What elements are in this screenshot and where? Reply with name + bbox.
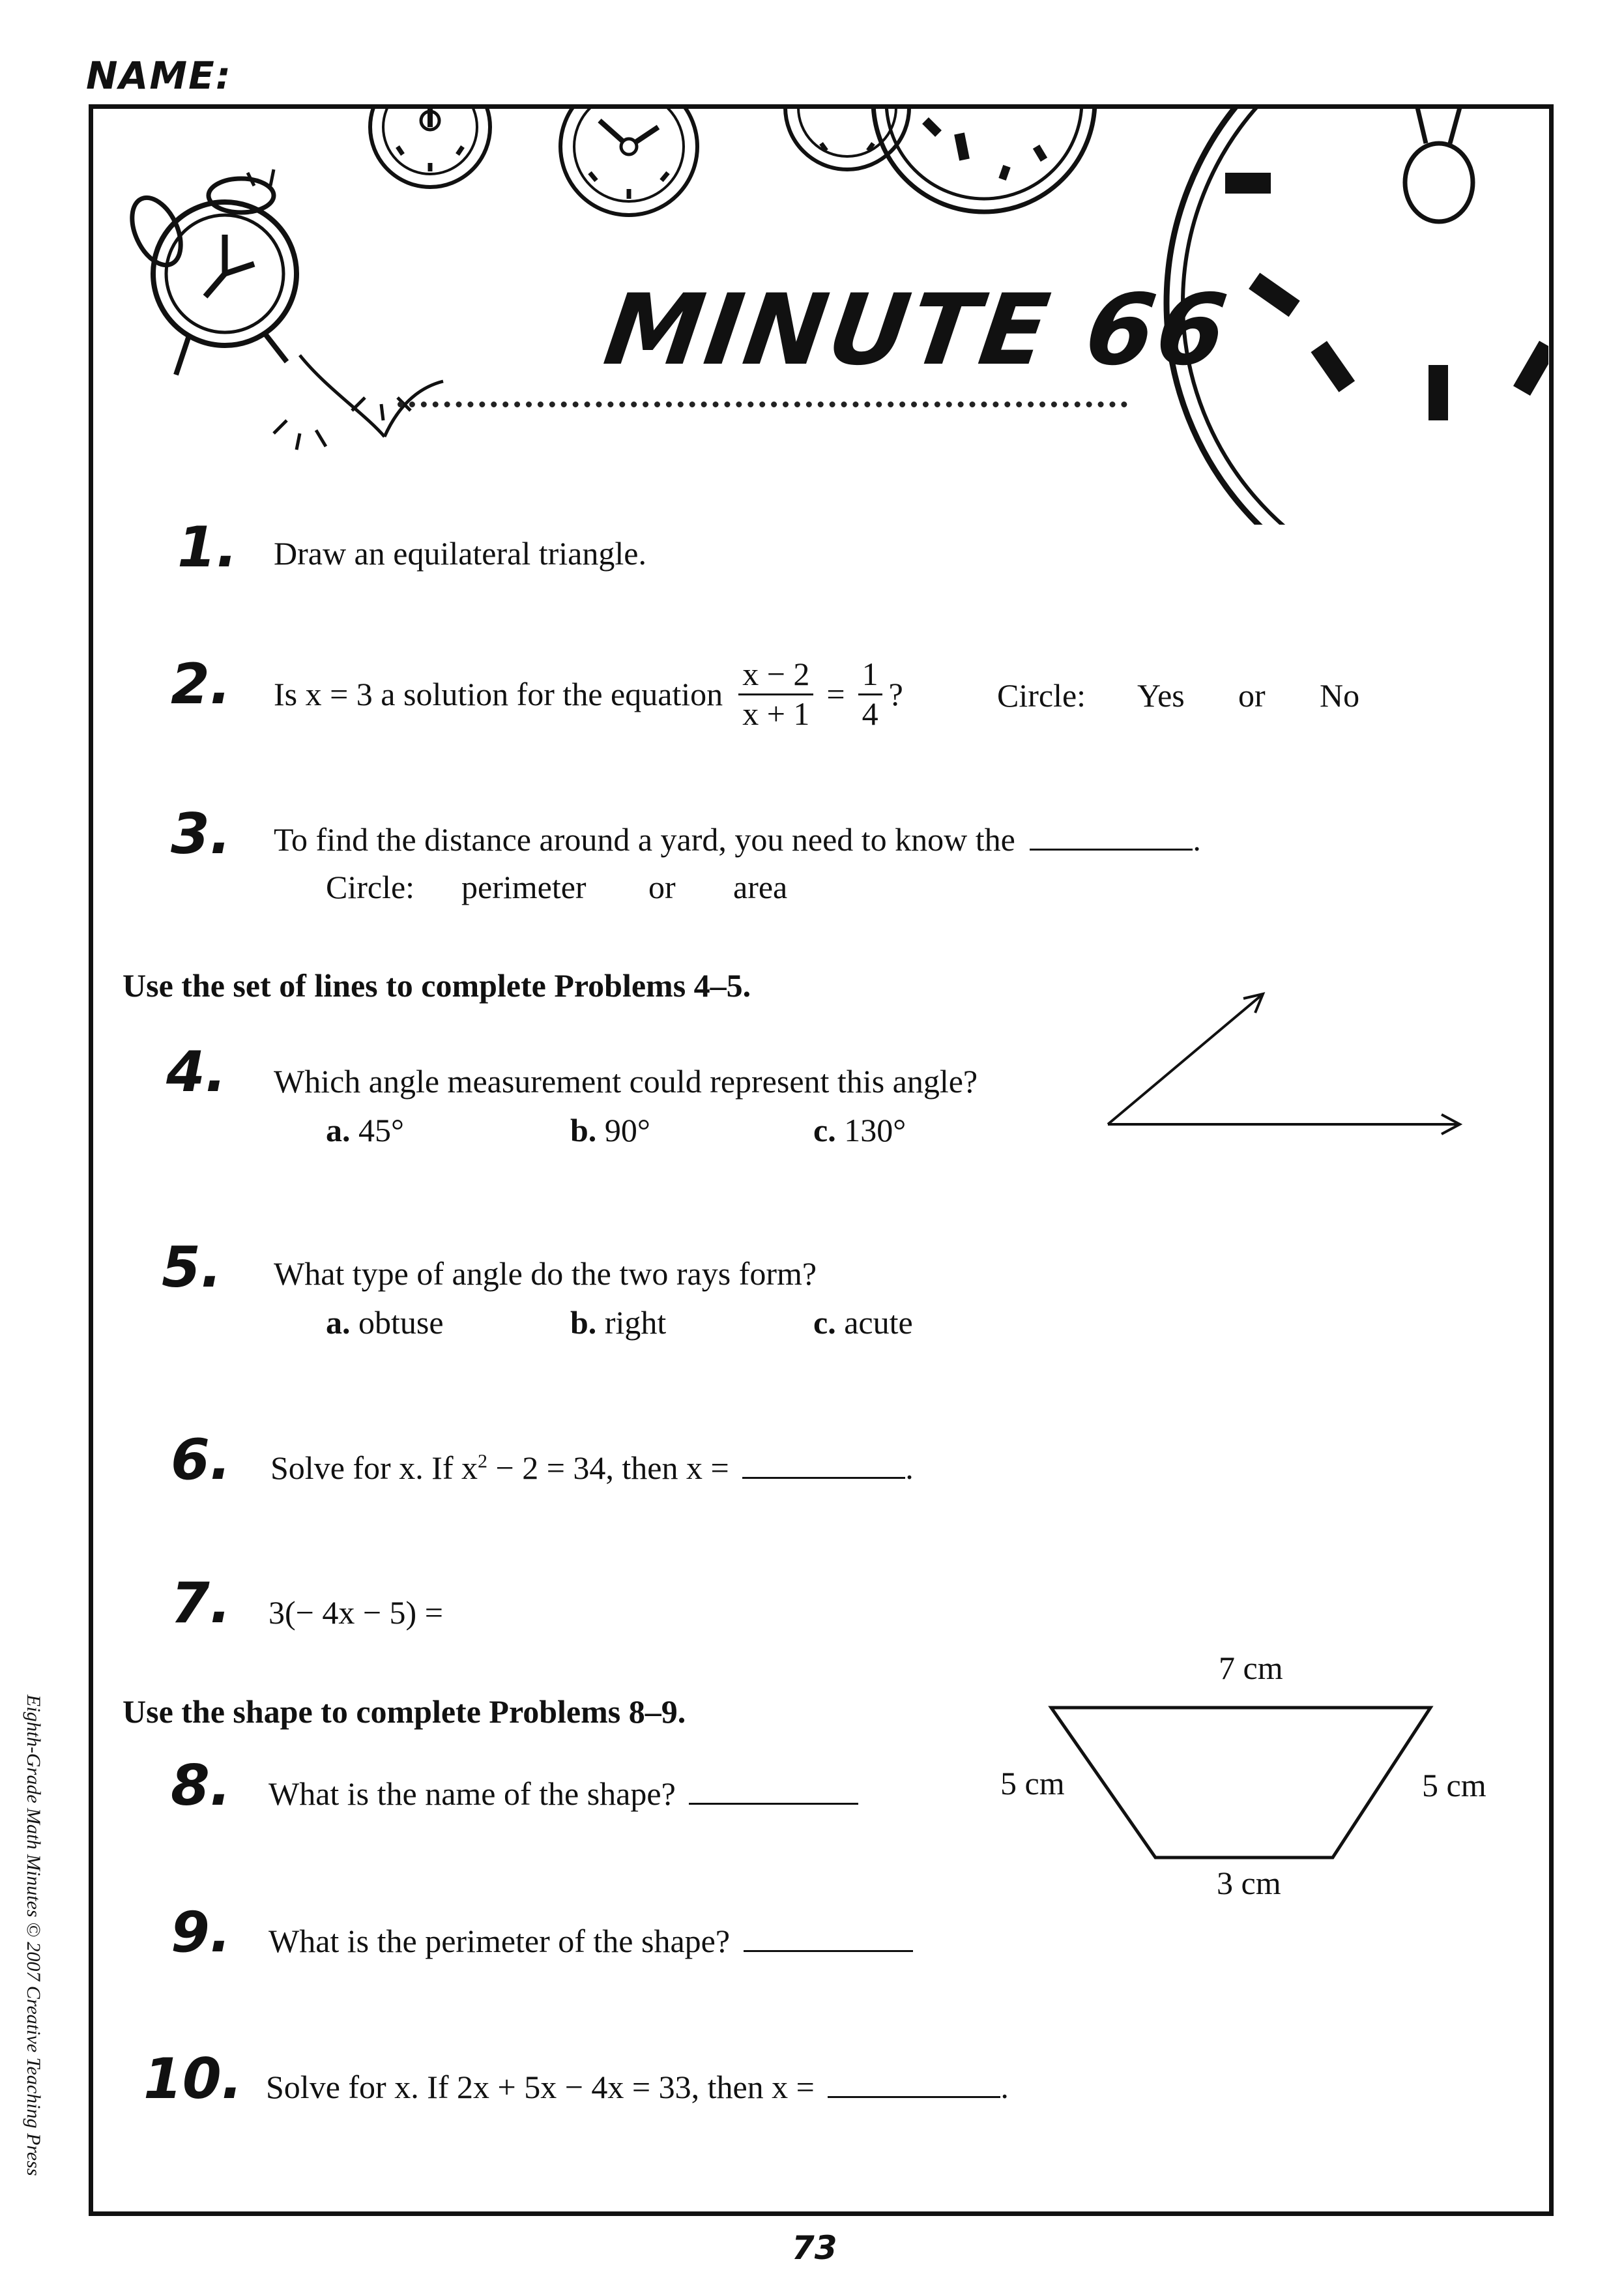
problem-1-text: Draw an equilateral triangle. <box>274 535 646 572</box>
fraction-2 <box>858 656 882 733</box>
choice-5a[interactable] <box>326 1304 444 1341</box>
problem-3-circle-label: Circle: <box>326 869 415 905</box>
choice-5c[interactable] <box>813 1304 913 1341</box>
choice-5b-label: b. <box>570 1304 597 1341</box>
problem-number-8: 8. <box>171 1753 231 1818</box>
problem-3-question: To find the distance around a yard, you need to know the <box>274 821 1015 858</box>
answer-blank-10[interactable] <box>828 2067 1000 2098</box>
shape-label-top: 7 cm <box>1219 1650 1283 1686</box>
answer-yes[interactable]: Yes <box>1137 677 1185 714</box>
small-clock-icon <box>560 108 697 215</box>
small-clock-icon <box>370 108 490 187</box>
problem-3-or: or <box>648 869 676 905</box>
problem-2-text <box>274 652 903 736</box>
choice-5b[interactable] <box>570 1304 666 1341</box>
shape-label-right: 5 cm <box>1422 1767 1486 1803</box>
shape-label-bottom: 3 cm <box>1217 1865 1281 1901</box>
fraction-2-denominator: 4 <box>862 695 878 732</box>
problem-10-period: . <box>1000 2069 1009 2105</box>
choice-4b-text: 90° <box>604 1112 650 1148</box>
problem-2-circle-label: Circle: <box>997 677 1086 714</box>
answer-no[interactable]: No <box>1320 677 1360 714</box>
section-heading-lines: Use the set of lines to complete Problems 4–5. <box>123 967 751 1004</box>
question-mark: ? <box>888 676 903 712</box>
answer-blank-9[interactable] <box>744 1921 913 1952</box>
choice-4b-label: b. <box>570 1112 597 1148</box>
problem-5-text: What type of angle do the two rays form? <box>274 1255 817 1292</box>
problem-number-2: 2. <box>171 652 231 717</box>
equals-sign: = <box>826 676 845 712</box>
problem-6-period: . <box>905 1450 914 1486</box>
alarm-clock-icon <box>91 108 443 450</box>
answer-blank-8[interactable] <box>689 1774 858 1805</box>
problem-3-text <box>274 820 1201 858</box>
problem-6-text-part2: − 2 = 34, then x = <box>487 1450 729 1486</box>
problem-9-text <box>268 1921 913 1960</box>
exponent: 2 <box>478 1450 487 1472</box>
choice-4a[interactable] <box>326 1111 404 1149</box>
problem-6-text-part1: Solve for x. If x <box>270 1450 478 1486</box>
copyright-sidebar <box>18 1695 57 2190</box>
answer-perimeter[interactable]: perimeter <box>461 869 587 905</box>
problem-3-period: . <box>1193 821 1201 858</box>
page-number: 73 <box>792 2229 837 2267</box>
problem-4-text: Which angle measurement could represent this angle? <box>274 1063 978 1100</box>
answer-blank-3[interactable] <box>1030 820 1193 851</box>
problem-8-text <box>268 1774 858 1813</box>
page-title: MINUTE 66 <box>598 274 1236 387</box>
choice-5c-text: acute <box>844 1304 913 1341</box>
problem-number-9: 9. <box>171 1900 231 1965</box>
section-heading-shape: Use the shape to complete Problems 8–9. <box>123 1693 686 1730</box>
choice-5b-text: right <box>604 1304 667 1341</box>
fraction-1-denominator: x + 1 <box>742 695 810 732</box>
problem-7-text: 3(− 4x − 5) = <box>268 1594 443 1631</box>
fraction-1 <box>738 656 813 733</box>
fraction-2-numerator: 1 <box>858 656 882 695</box>
angle-figure <box>1095 978 1479 1154</box>
choice-5a-label: a. <box>326 1304 351 1341</box>
choice-5a-text: obtuse <box>358 1304 444 1341</box>
problem-8-question: What is the name of the shape? <box>268 1775 676 1812</box>
problem-number-3: 3. <box>171 802 231 867</box>
choice-4c-label: c. <box>813 1112 836 1148</box>
problem-number-5: 5. <box>162 1235 222 1300</box>
name-label: NAME: <box>86 53 232 98</box>
choice-4c[interactable] <box>813 1111 906 1149</box>
answer-area[interactable]: area <box>733 869 788 905</box>
problem-9-question: What is the perimeter of the shape? <box>268 1923 731 1959</box>
problem-number-7: 7. <box>171 1571 231 1636</box>
choice-5c-label: c. <box>813 1304 836 1341</box>
problem-2-or: or <box>1238 677 1266 714</box>
answer-blank-6[interactable] <box>742 1448 905 1479</box>
problem-number-4: 4. <box>166 1040 227 1105</box>
title-underline <box>398 401 1127 407</box>
problem-2-prefix: Is x = 3 a solution for the equation <box>274 676 723 712</box>
problem-number-1: 1. <box>177 515 238 580</box>
fraction-1-numerator: x − 2 <box>738 656 813 695</box>
choice-4b[interactable] <box>570 1111 650 1149</box>
problem-number-6: 6. <box>171 1427 231 1493</box>
problem-number-10: 10. <box>143 2047 243 2112</box>
problem-10-text <box>266 2067 1009 2106</box>
choice-4c-text: 130° <box>844 1112 906 1148</box>
choice-4a-label: a. <box>326 1112 351 1148</box>
problem-6-text <box>270 1448 914 1487</box>
problem-10-question: Solve for x. If 2x + 5x − 4x = 33, then x = <box>266 2069 815 2105</box>
shape-label-left: 5 cm <box>1000 1765 1065 1801</box>
choice-4a-text: 45° <box>358 1112 404 1148</box>
copyright-text: Eighth-Grade Math Minutes © 2007 Creative Teaching Press <box>23 1695 44 2176</box>
trapezoid-figure <box>1039 1695 1443 1864</box>
